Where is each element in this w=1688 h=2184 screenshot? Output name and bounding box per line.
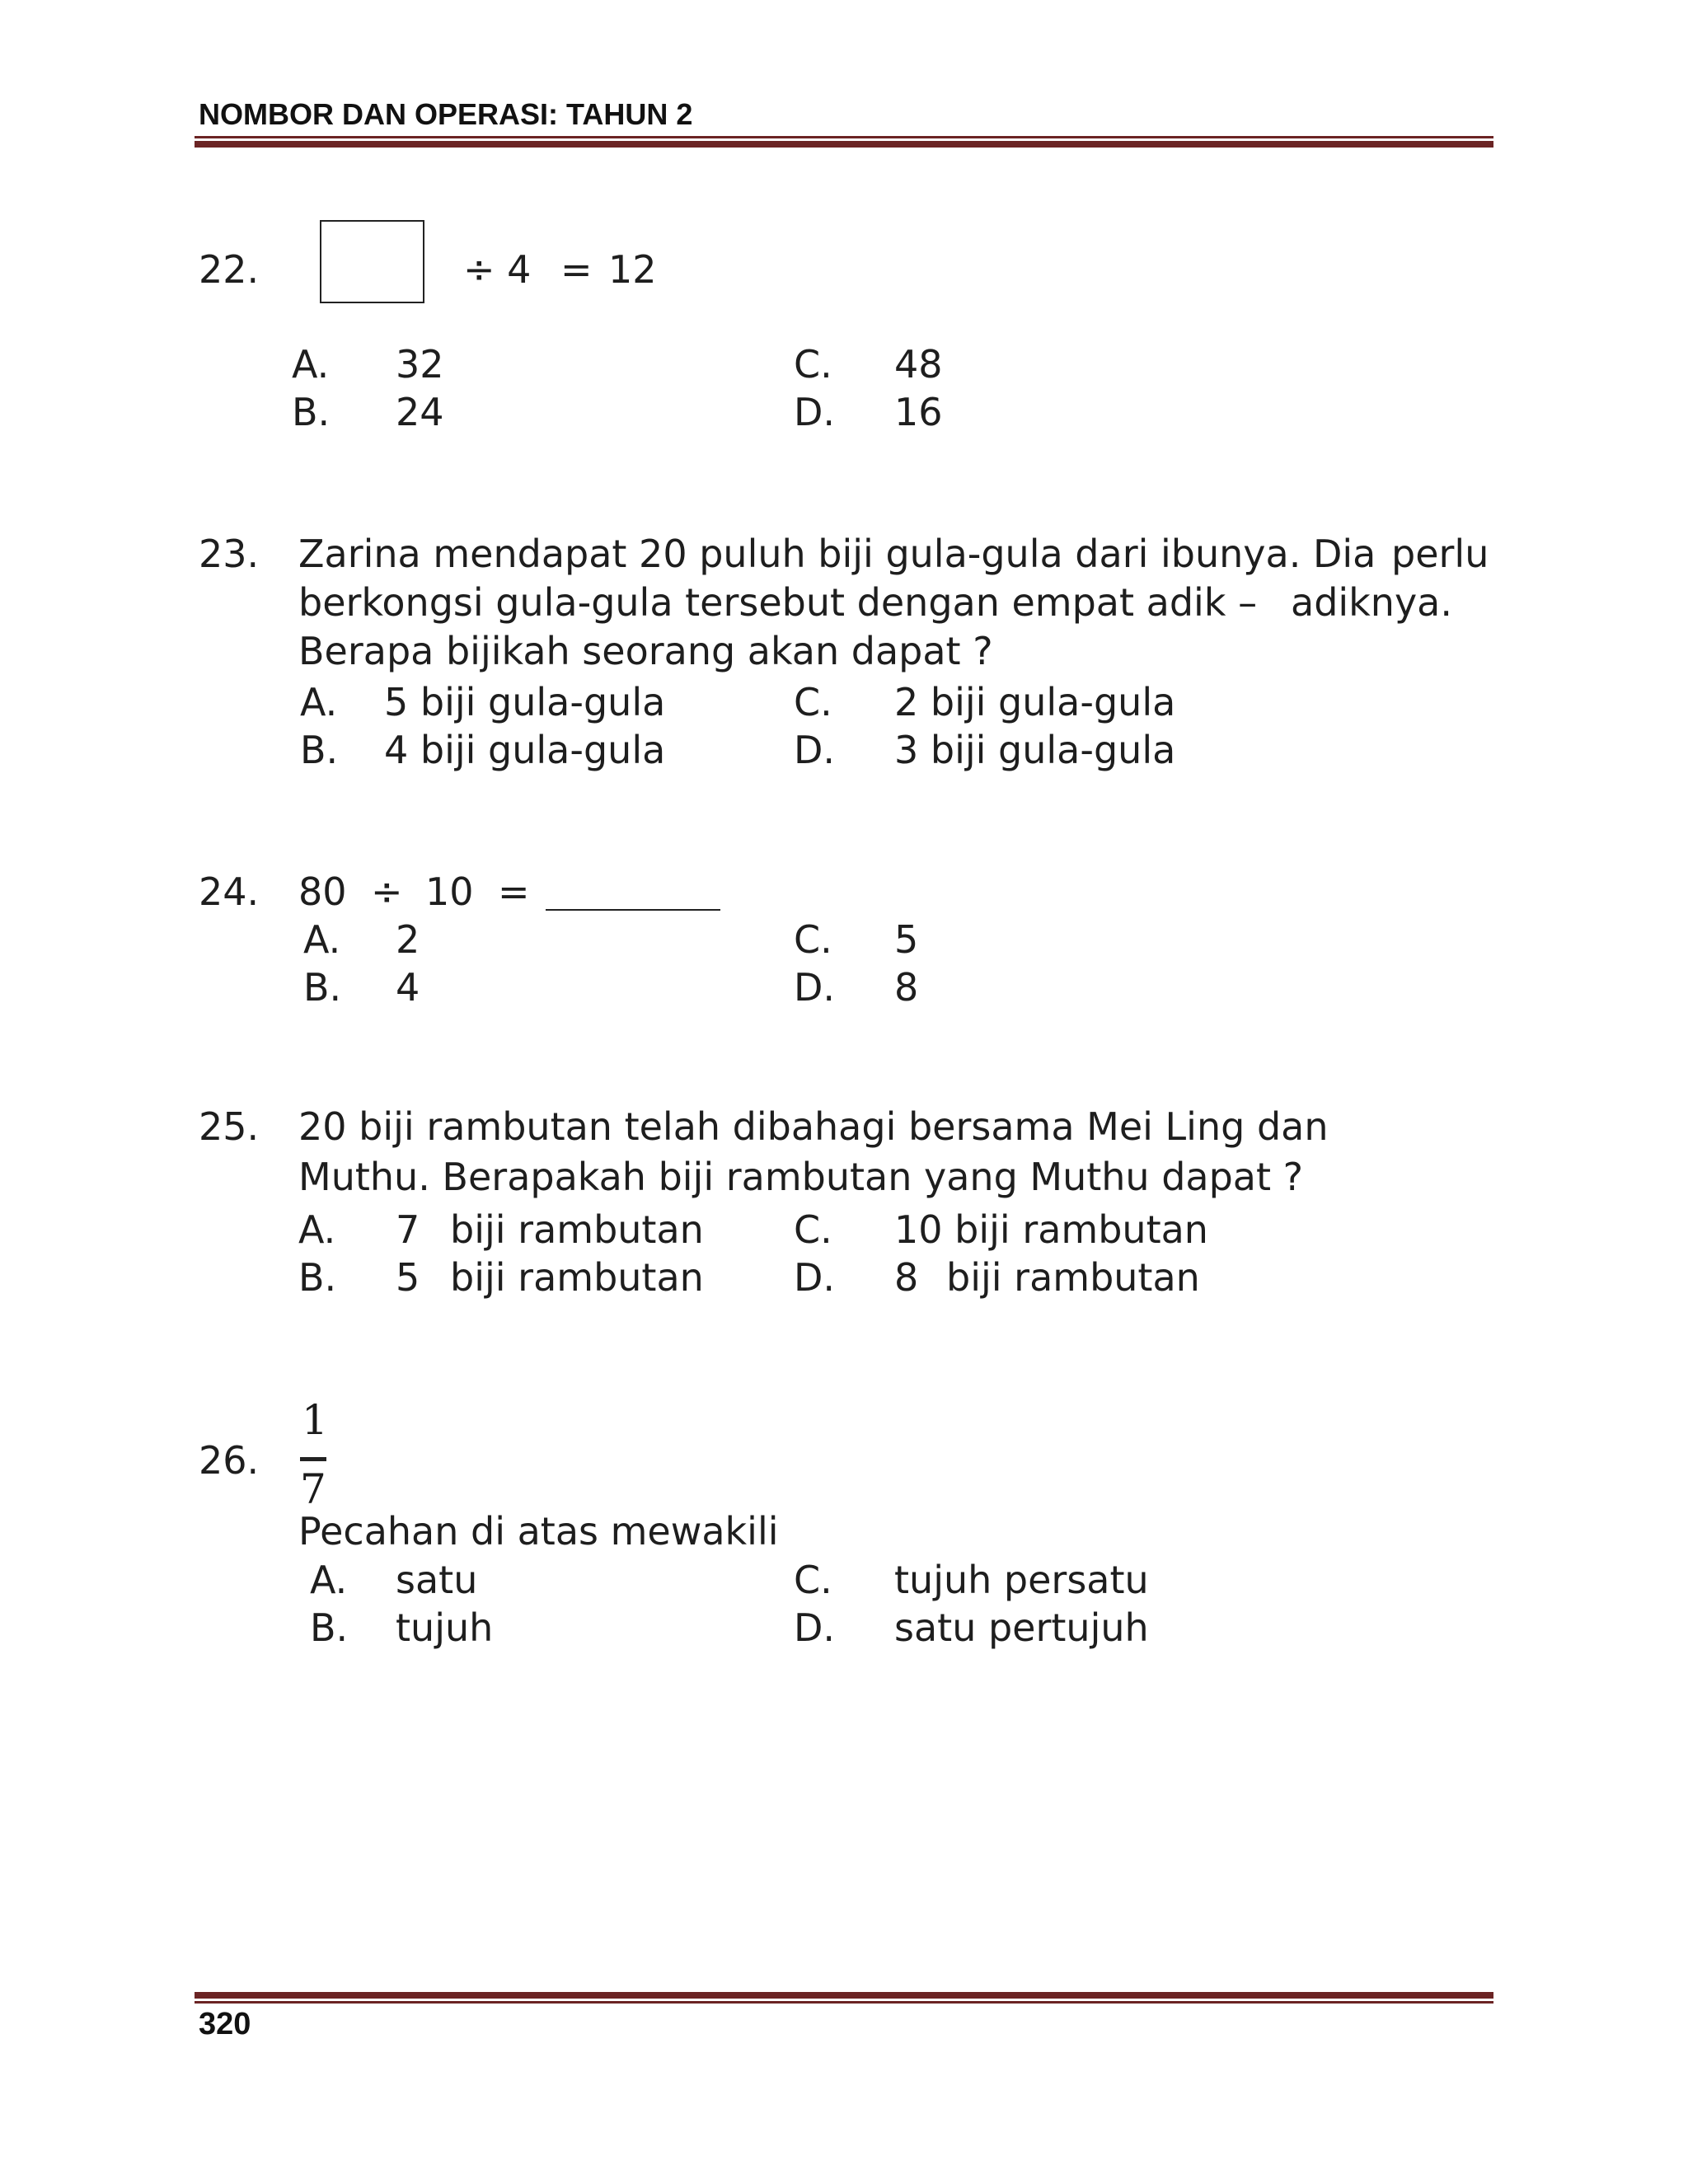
question-text-word: perlu [1391,532,1489,576]
option-b-label: B. [303,965,342,1010]
footer-rule-thin [195,2001,1493,2004]
option-c-label: C. [794,342,832,387]
option-b-label: B. [310,1605,349,1650]
option-b-text: biji rambutan [450,1255,704,1300]
option-a-number: 7 [396,1207,420,1252]
option-b-text: 4 [396,965,420,1010]
question-text-line: berkongsi gula-gula tersebut dengan empat adik – [298,580,1258,625]
option-b-text: 24 [396,390,444,434]
option-c-text: 5 [894,917,919,962]
header-rule-thin [195,136,1493,138]
option-b-label: B. [300,728,339,772]
equals-sign: = [498,869,530,914]
option-d-text: satu pertujuh [894,1605,1149,1650]
option-c-text: 48 [894,342,943,387]
fraction-denominator: 7 [300,1465,326,1513]
option-a-label: A. [292,342,330,387]
question-text-line: Muthu. Berapakah biji rambutan yang Muthu dapat ? [298,1155,1304,1199]
question-prompt: Pecahan di atas mewakili [298,1509,779,1554]
option-b-text: tujuh [396,1605,494,1650]
option-a-label: A. [300,680,338,724]
option-a-text: satu [396,1558,478,1602]
question-number: 24. [199,869,260,914]
question-number: 26. [199,1438,260,1483]
option-d-label: D. [794,390,836,434]
header-rule-thick [195,141,1493,148]
option-a-text: 5 biji gula-gula [384,680,666,724]
option-d-text: biji rambutan [946,1255,1200,1300]
division-sign: ÷ [371,869,403,914]
divisor: 10 [425,869,474,914]
option-c-label: C. [794,1207,832,1252]
option-c-text: 10 biji rambutan [894,1207,1208,1252]
option-b-label: B. [298,1255,337,1300]
dividend: 80 [298,869,347,914]
page-header-title: NOMBOR DAN OPERASI: TAHUN 2 [199,97,693,131]
question-number: 22. [199,247,260,292]
option-a-text: 32 [396,342,444,387]
option-b-number: 5 [396,1255,420,1300]
option-d-text: 16 [894,390,943,434]
question-number: 23. [199,532,260,576]
option-c-text: tujuh persatu [894,1558,1149,1602]
option-a-label: A. [303,917,341,962]
option-b-label: B. [292,390,331,434]
question-text-word: adiknya. [1291,580,1452,625]
option-d-text: 3 biji gula-gula [894,728,1176,772]
fraction-bar [300,1457,326,1461]
option-d-label: D. [794,965,836,1010]
question-text-line: 20 biji rambutan telah dibahagi bersama Mei Ling dan [298,1104,1329,1149]
equals-sign: = [560,247,593,292]
answer-box [320,220,424,303]
question-text-line: Zarina mendapat 20 puluh biji gula-gula dari ibunya. Dia [298,532,1376,576]
option-d-number: 8 [894,1255,919,1300]
option-c-label: C. [794,917,832,962]
option-a-label: A. [310,1558,348,1602]
answer-blank [546,909,720,911]
option-d-label: D. [794,1255,836,1300]
option-b-text: 4 biji gula-gula [384,728,666,772]
option-c-label: C. [794,680,832,724]
footer-rule-thick [195,1992,1493,1999]
option-d-label: D. [794,728,836,772]
question-text-line: Berapa bijikah seorang akan dapat ? [298,629,993,673]
option-d-label: D. [794,1605,836,1650]
division-term: ÷ 4 [463,247,532,292]
option-c-text: 2 biji gula-gula [894,680,1176,724]
option-d-text: 8 [894,965,919,1010]
option-a-label: A. [298,1207,336,1252]
result-value: 12 [608,247,657,292]
option-c-label: C. [794,1558,832,1602]
page-number: 320 [199,2007,251,2041]
option-a-text: biji rambutan [450,1207,704,1252]
fraction-numerator: 1 [302,1396,328,1444]
question-number: 25. [199,1104,260,1149]
option-a-text: 2 [396,917,420,962]
